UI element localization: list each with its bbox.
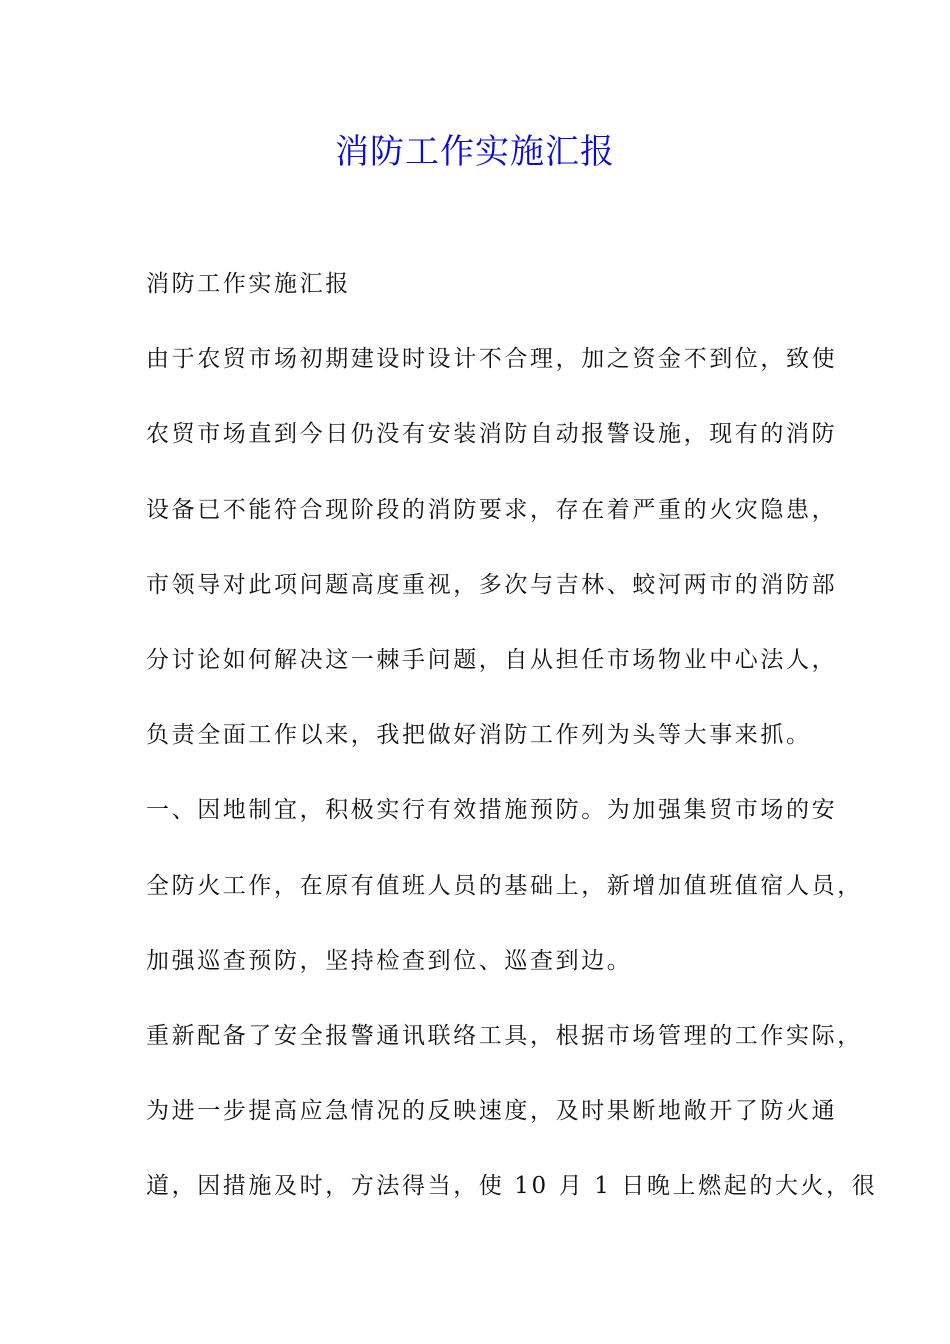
paragraph-line: 道，因措施及时，方法得当，使 10 月 1 日晚上燃起的大火，很 [146, 1173, 878, 1200]
document-title: 消防工作实施汇报 [335, 132, 615, 172]
paragraph-line: 一、因地制宜，积极实行有效措施预防。为加强集贸市场的安 [146, 797, 838, 824]
paragraph-line: 为进一步提高应急情况的反映速度，及时果断地敞开了防火通 [146, 1098, 838, 1125]
paragraph-line: 设备已不能符合现阶段的消防要求，存在着严重的火灾隐患， [146, 496, 838, 523]
paragraph-line: 农贸市场直到今日仍没有安装消防自动报警设施，现有的消防 [146, 421, 838, 448]
paragraph-line: 重新配备了安全报警通讯联络工具，根据市场管理的工作实际， [146, 1022, 863, 1049]
document-body [146, 260, 878, 1237]
paragraph-line: 消防工作实施汇报 [146, 271, 351, 297]
paragraph-line: 由于农贸市场初期建设时设计不合理，加之资金不到位，致使 [146, 346, 838, 373]
paragraph-line: 全防火工作，在原有值班人员的基础上，新增加值班值宿人员， [146, 872, 863, 899]
paragraph-line: 市领导对此项问题高度重视，多次与吉林、蛟河两市的消防部 [146, 571, 838, 598]
paragraph-line: 负责全面工作以来，我把做好消防工作列为头等大事来抓。 [146, 722, 812, 749]
paragraph-line: 分讨论如何解决这一棘手问题，自从担任市场物业中心法人， [146, 646, 838, 673]
paragraph-line: 加强巡查预防，坚持检查到位、巡查到边。 [146, 947, 633, 974]
